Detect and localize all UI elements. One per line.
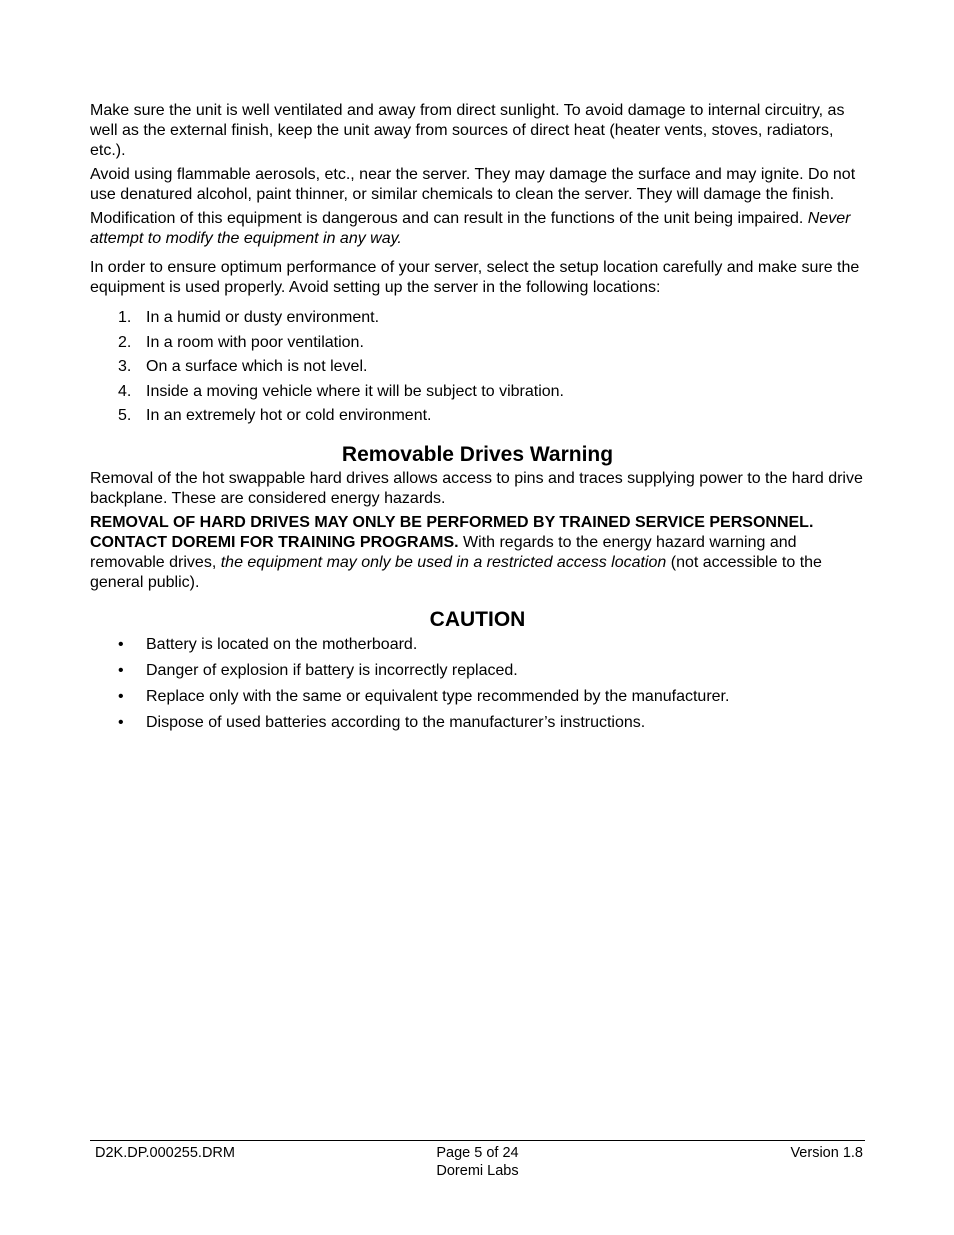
list-item-text: On a surface which is not level.: [146, 358, 368, 375]
section-heading-caution: CAUTION: [429, 607, 526, 631]
locations-list: [90, 308, 865, 431]
list-item: [90, 687, 865, 713]
list-number: 2.: [118, 333, 132, 351]
footer-company: Doremi Labs: [436, 1163, 519, 1179]
list-number: 3.: [118, 358, 132, 375]
list-item: [90, 713, 865, 739]
list-item-text: Replace only with the same or equivalent type recommended by the manufacturer.: [146, 687, 730, 705]
paragraph-ventilation: Make sure the unit is well ventilated and away from direct sunlight. To avoid damage to internal circuitry, as well as the external finish, keep the unit away from sources of direct heat (heater vents, stoves, radiators, etc.).: [90, 102, 845, 159]
list-item: [90, 661, 865, 687]
bold-warning-text: REMOVAL OF HARD DRIVES MAY ONLY BE PERFORMED BY TRAINED SERVICE PERSONNEL. CONTACT DOREMI FOR TRAINING PROGRAMS.: [90, 513, 814, 551]
list-item: [90, 308, 865, 333]
modification-italic-text: Never attempt to modify the equipment in any way.: [90, 210, 851, 247]
footer-version: Version 1.8: [790, 1145, 863, 1161]
paragraph-aerosols: Avoid using flammable aerosols, etc., near the server. They may damage the surface and may ignite. Do not use denatured alcohol, paint thinner, or similar chemicals to clean the server. They will damage the finish.: [90, 166, 856, 203]
warning-text: With regards to the energy hazard warning and removable drives,: [90, 533, 797, 571]
list-item-text: In a humid or dusty environment.: [146, 309, 380, 326]
list-item: [90, 382, 865, 407]
paragraph-setup: In order to ensure optimum performance of your server, select the setup location carefully and make sure the equipment is used properly. Avoid setting up the server in the following locations:: [90, 259, 860, 296]
warning-italic-text: the equipment may only be used in a restricted access location: [220, 553, 667, 571]
page-footer: [90, 1140, 865, 1179]
footer-doc-id: D2K.DP.000255.DRM: [95, 1145, 235, 1161]
page-body: [90, 101, 865, 739]
list-item-text: Battery is located on the motherboard.: [146, 635, 418, 653]
list-item-text: Inside a moving vehicle where it will be subject to vibration.: [146, 382, 564, 400]
list-item-text: In an extremely hot or cold environment.: [146, 407, 432, 424]
paragraph-modification: [90, 209, 865, 249]
paragraph-removable-warning: [90, 513, 865, 593]
paragraph-removable-intro: Removal of the hot swappable hard drives allows access to pins and traces supplying power to the hard drive backplane. These are considered energy hazards.: [90, 469, 863, 507]
bullet-icon: •: [118, 687, 124, 705]
bullet-icon: •: [118, 635, 124, 653]
list-item: [90, 406, 865, 431]
footer-center: [90, 1144, 865, 1180]
section-heading-removable-drives: Removable Drives Warning: [341, 442, 614, 466]
list-item: [90, 333, 865, 358]
list-item: [90, 635, 865, 661]
caution-list: [90, 635, 865, 739]
warning-closing-text: (not accessible to the general public).: [90, 553, 822, 591]
bullet-icon: •: [118, 713, 124, 731]
list-number: 5.: [118, 407, 132, 424]
bullet-icon: •: [118, 661, 124, 679]
footer-page-number: Page 5 of 24: [436, 1145, 519, 1161]
list-number: 4.: [118, 382, 132, 400]
list-item-text: Dispose of used batteries according to the manufacturer’s instructions.: [146, 713, 646, 731]
list-item-text: In a room with poor ventilation.: [146, 333, 364, 351]
list-number: 1.: [118, 309, 132, 326]
list-item-text: Danger of explosion if battery is incorrectly replaced.: [146, 661, 518, 679]
modification-text: Modification of this equipment is dangerous and can result in the functions of the unit being impaired.: [90, 210, 804, 227]
list-item: [90, 357, 865, 382]
